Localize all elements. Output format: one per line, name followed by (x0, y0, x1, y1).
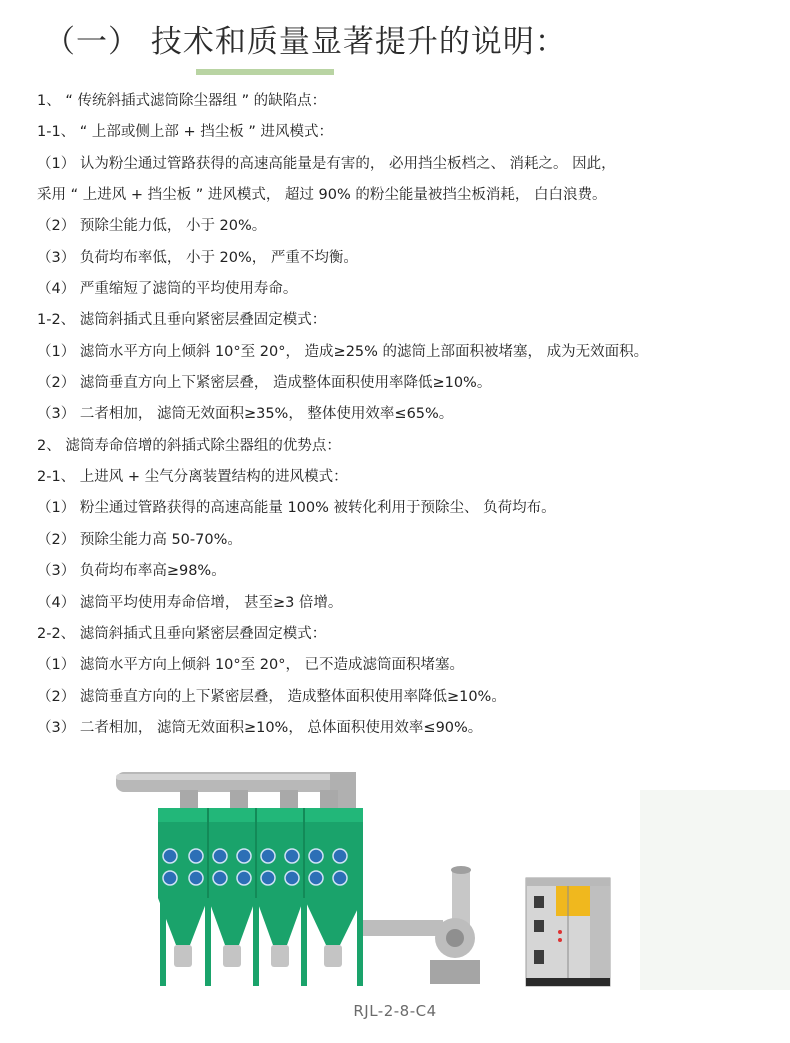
text-line: （3） 负荷均布率低， 小于 20%， 严重不均衡。 (37, 249, 358, 266)
text-line: （3） 二者相加， 滤筒无效面积≥35%， 整体使用效率≤65%。 (37, 406, 454, 423)
text-line: 1、 “ 传统斜插式滤筒除尘器组 ” 的缺陷点： (37, 93, 327, 109)
text-line: （4） 严重缩短了滤筒的平均使用寿命。 (37, 281, 298, 298)
equipment-illustration (0, 760, 790, 1000)
description-body (37, 86, 777, 744)
text-line: 2-2、 滤筒斜插式且垂向紧密层叠固定模式： (37, 625, 327, 642)
text-line: 1-2、 滤筒斜插式且垂向紧密层叠固定模式： (37, 312, 327, 329)
page-title: （一） 技术和质量显著提升的说明： (44, 24, 567, 60)
text-line: 采用 “ 上进风 + 挡尘板 ” 进风模式， 超过 90% 的粉尘能量被挡尘板消耗， 白白浪费。 (37, 187, 607, 204)
text-line: （1） 滤筒水平方向上倾斜 10°至 20°， 造成≥25% 的滤筒上部面积被堵塞， 成为无效面积。 (37, 343, 649, 360)
text-line: （2） 预除尘能力低， 小于 20%。 (37, 218, 267, 235)
text-line: （1） 滤筒水平方向上倾斜 10°至 20°， 已不造成滤筒面积堵塞。 (37, 657, 465, 674)
title-underline (196, 69, 334, 75)
dust-collector-icon (116, 772, 443, 986)
text-line: （2） 滤筒垂直方向上下紧密层叠， 造成整体面积使用率降低≥10%。 (37, 375, 492, 392)
text-line: （3） 负荷均布率高≥98%。 (37, 563, 226, 580)
background-plant-shade (640, 790, 790, 990)
model-caption: RJL-2-8-C4 (353, 1002, 437, 1020)
text-line: （1） 粉尘通过管路获得的高速高能量 100% 被转化利用于预除尘、 负荷均布。 (37, 500, 556, 517)
control-cabinet-icon (526, 878, 610, 986)
text-line: （1） 认为粉尘通过管路获得的高速高能量是有害的， 必用挡尘板档之、 消耗之。 因此， (37, 155, 616, 172)
text-line: 2、 滤筒寿命倍增的斜插式除尘器组的优势点： (37, 437, 341, 454)
text-line: 1-1、 “ 上部或侧上部 + 挡尘板 ” 进风模式： (37, 124, 334, 141)
text-line: （2） 滤筒垂直方向的上下紧密层叠， 造成整体面积使用率降低≥10%。 (37, 688, 506, 705)
text-line: （3） 二者相加， 滤筒无效面积≥10%， 总体面积使用效率≤90%。 (37, 719, 483, 736)
text-line: 2-1、 上进风 + 尘气分离装置结构的进风模式： (37, 469, 348, 486)
text-line: （2） 预除尘能力高 50-70%。 (37, 531, 242, 548)
text-line: （4） 滤筒平均使用寿命倍增， 甚至≥3 倍增。 (37, 594, 343, 611)
